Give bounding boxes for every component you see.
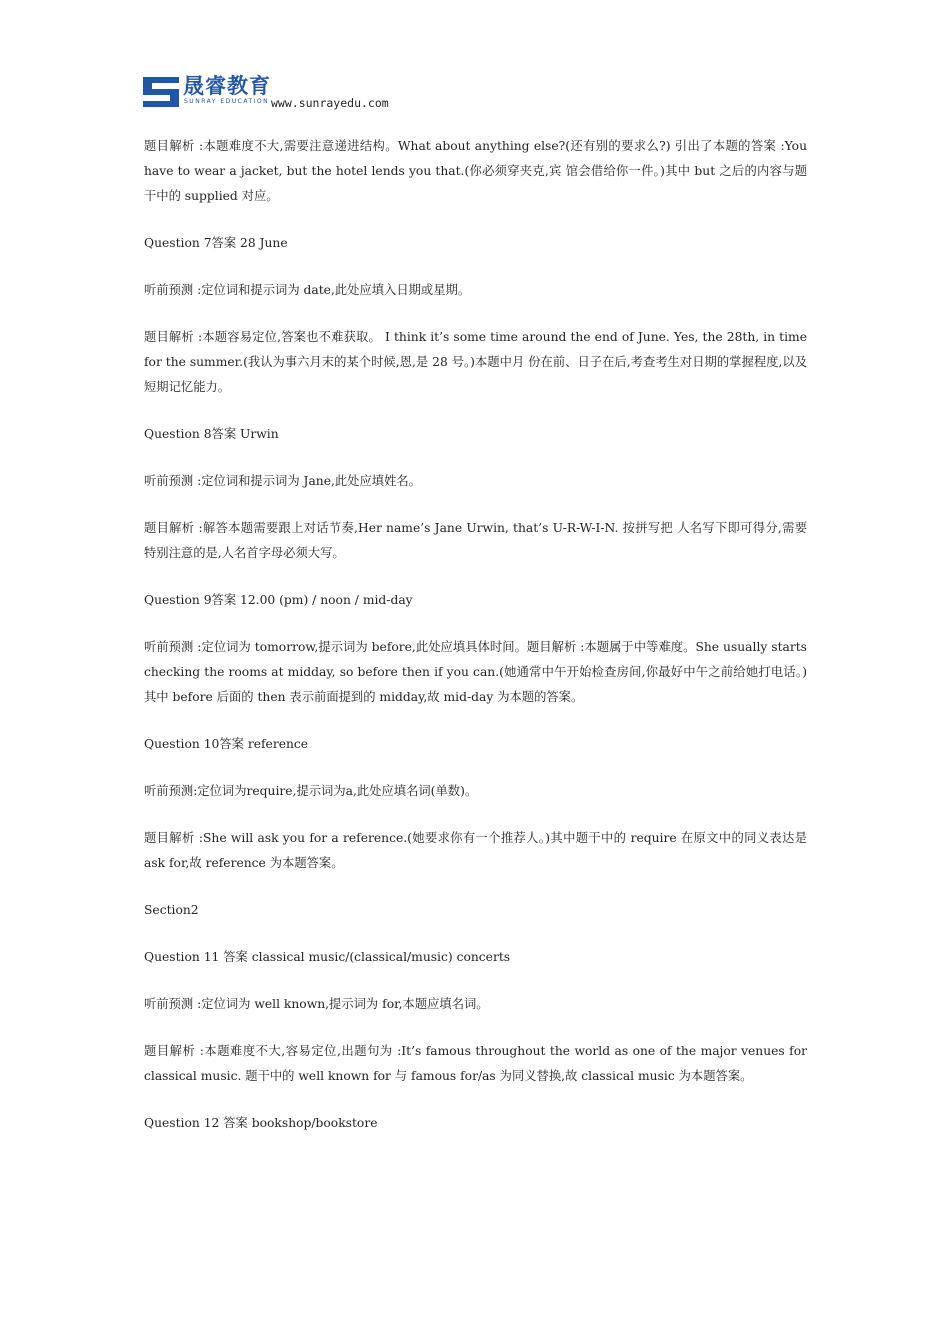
paragraph: 题目解析 :本题难度不大,需要注意递进结构。What about anything else?(还有别的要求么?) 引出了本题的答案 :You have to wear a jacket, but the hotel lends you that.(你必须穿夹克,宾 馆会借给你一件。)其中 but 之后的内容与题干中的 supplied 对应。 <box>144 139 807 203</box>
paragraph: 听前预测 :定位词和提示词为 date,此处应填入日期或星期。 <box>144 283 471 297</box>
paragraph: 题目解析 :本题难度不大,容易定位,出题句为 :It’s famous throughout the world as one of the major venues for classical music. 题干中的 well known for 与 famous for/as 为同义替换,故 classical music 为本题答案。 <box>144 1044 807 1083</box>
paragraph: 听前预测 :定位词和提示词为 Jane,此处应填姓名。 <box>144 474 421 488</box>
website-url: www.sunrayedu.com <box>271 96 389 110</box>
sunray-logo-icon <box>143 77 179 107</box>
paragraph: 题目解析 :She will ask you for a reference.(她要求你有一个推荐人。)其中题干中的 require 在原文中的同义表达是 ask for,故 reference 为本题答案。 <box>144 831 807 870</box>
question-heading: Question 7答案 28 June <box>144 236 288 250</box>
paragraph: 听前预测:定位词为require,提示词为a,此处应填名词(单数)。 <box>144 784 478 798</box>
question-heading: Question 11 答案 classical music/(classical/music) concerts <box>144 950 511 964</box>
logo-chinese-name: 晟睿教育 <box>183 74 271 98</box>
paragraph: 题目解析 :解答本题需要跟上对话节奏,Her name’s Jane Urwin, that’s U-R-W-I-N. 按拼写把 人名写下即可得分,需要特别注意的是,人名首字母必须大写。 <box>144 521 807 560</box>
logo-english-name: SUNRAY EDUCATION <box>184 98 270 105</box>
section-heading: Section2 <box>144 903 199 917</box>
question-heading: Question 9答案 12.00 (pm) / noon / mid-day <box>144 593 413 607</box>
question-heading: Question 12 答案 bookshop/bookstore <box>144 1116 378 1130</box>
paragraph: 题目解析 :本题容易定位,答案也不难获取。 I think it’s some time around the end of June. Yes, the 28th, in time for the summer.(我认为事六月末的某个时候,恩,是 28 号。)本题中月 份在前、日子在后,考查考生对日期的掌握程度,以及短期记忆能力。 <box>144 330 807 394</box>
question-heading: Question 10答案 reference <box>144 737 309 751</box>
document-body <box>144 134 807 1158</box>
page-header <box>143 74 543 114</box>
paragraph: 听前预测 :定位词为 well known,提示词为 for,本题应填名词。 <box>144 997 489 1011</box>
paragraph: 听前预测 :定位词为 tomorrow,提示词为 before,此处应填具体时间。题目解析 :本题属于中等难度。She usually starts checking the rooms at midday, so before then if you can.(她通常中午开始检查房间,你最好中午之前给她打电话。)其中 before 后面的 then 表示前面提到的 midday,故 mid-day 为本题的答案。 <box>144 640 807 704</box>
question-heading: Question 8答案 Urwin <box>144 427 279 441</box>
